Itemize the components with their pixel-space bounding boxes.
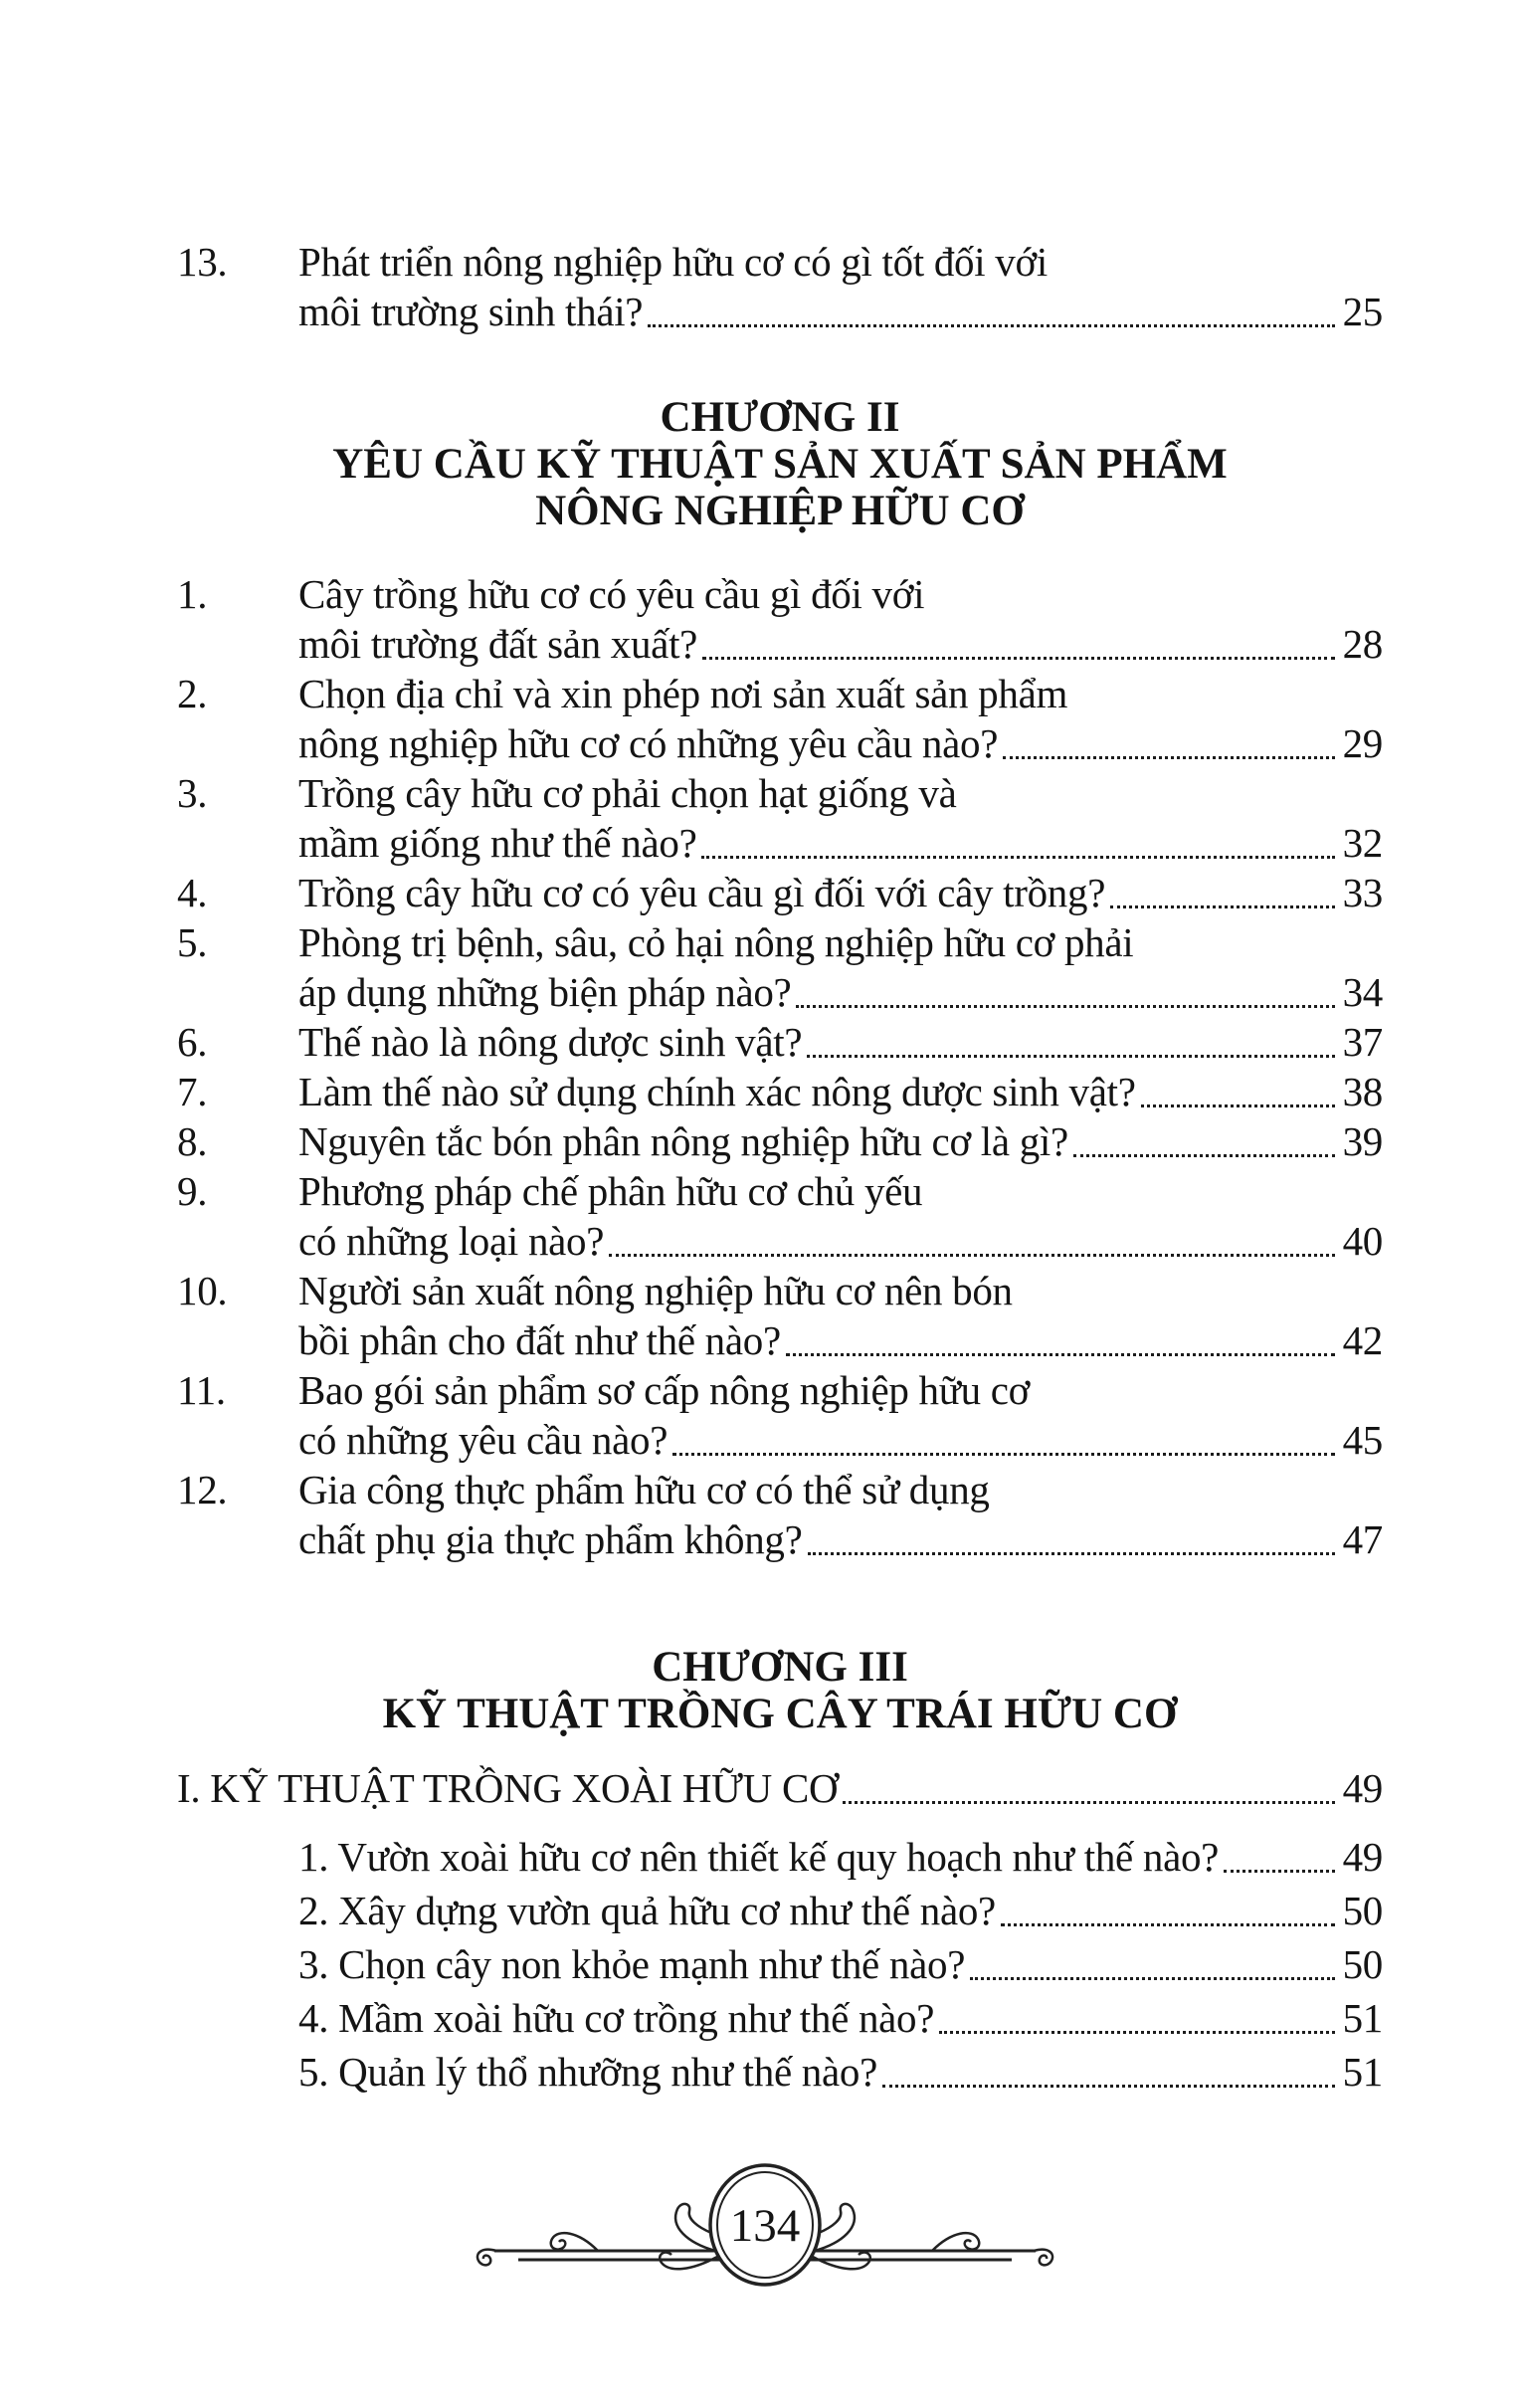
toc-item-line2: chất phụ gia thực phẩm không?: [298, 1516, 803, 1562]
toc-item-line2: môi trường sinh thái?: [298, 289, 644, 334]
toc-item-line2: Làm thế nào sử dụng chính xác nông dược sinh vật?: [298, 1069, 1136, 1114]
folio-page-number: 134: [729, 2200, 800, 2252]
toc-item-line2-row: [298, 1017, 1383, 1067]
toc-item-line1: Trồng cây hữu cơ phải chọn hạt giống và: [298, 770, 957, 816]
toc-item-line1: Cây trồng hữu cơ có yêu cầu gì đối với: [298, 571, 925, 617]
toc-item-body: [298, 1166, 1383, 1266]
toc-item-page: 28: [1342, 621, 1383, 667]
dot-leader: [609, 1254, 1334, 1257]
chapter-2-heading-line-1: CHƯƠNG II: [660, 394, 900, 441]
toc-item-body: [298, 1116, 1383, 1166]
toc-item-line1: Người sản xuất nông nghiệp hữu cơ nên bón: [298, 1268, 1013, 1313]
toc-item-line2-row: [298, 287, 1383, 336]
toc-item-line2: có những yêu cầu nào?: [298, 1417, 669, 1463]
dot-leader: [1110, 905, 1335, 908]
toc-item-line2-row: [298, 1315, 1383, 1365]
chapter-3-heading: [177, 1644, 1383, 1737]
toc-subitem-text: 1. Vườn xoài hữu cơ nên thiết kế quy hoạch như thế nào?: [298, 1834, 1220, 1880]
toc-item-page: 33: [1342, 870, 1383, 915]
toc-item-page: 37: [1342, 1019, 1383, 1065]
toc-item-line2-row: [298, 1415, 1383, 1465]
toc-item-line1: Chọn địa chỉ và xin phép nơi sản xuất sản phẩm: [298, 671, 1068, 716]
toc-subitem: [298, 1939, 1383, 1989]
toc-item-body: [298, 1266, 1383, 1365]
toc-item-line2: nông nghiệp hữu cơ có những yêu cầu nào?: [298, 720, 999, 766]
toc-item-line2-row: [298, 1216, 1383, 1266]
toc-item: [177, 1017, 1383, 1067]
toc-item-body: [298, 1017, 1383, 1067]
toc-item-body: [298, 569, 1383, 669]
toc-item-body: [298, 669, 1383, 768]
toc-item-body: [298, 1365, 1383, 1465]
dot-leader: [648, 324, 1334, 327]
toc-item: [177, 1465, 1383, 1564]
toc-item: [177, 1266, 1383, 1365]
toc-item-number: 13.: [177, 239, 228, 285]
toc-item-number: 3.: [177, 770, 208, 816]
toc-subitem: [298, 2047, 1383, 2097]
toc-item: [177, 1116, 1383, 1166]
dot-leader: [1001, 1923, 1335, 1926]
toc-item-line1: Phát triển nông nghiệp hữu cơ có gì tốt đối với: [298, 239, 1048, 285]
toc-item-line1: Gia công thực phẩm hữu cơ có thể sử dụng: [298, 1467, 990, 1512]
toc-subitem-text: 5. Quản lý thổ nhưỡng như thế nào?: [298, 2049, 877, 2095]
dot-leader: [882, 2085, 1335, 2088]
toc-item: [177, 237, 1383, 336]
dot-leader: [701, 856, 1334, 859]
dot-leader: [808, 1552, 1335, 1555]
toc-item-line1: Phòng trị bệnh, sâu, cỏ hại nông nghiệp hữu cơ phải: [298, 919, 1134, 965]
toc-item-body: [298, 1465, 1383, 1564]
dot-leader: [939, 2031, 1334, 2034]
toc-subitem-page: 49: [1342, 1834, 1383, 1880]
toc-item-number: 4.: [177, 870, 208, 915]
toc-item-body: [298, 917, 1383, 1017]
toc-item-line2-row: [298, 1116, 1383, 1166]
flourish-divider-icon: [467, 2147, 1063, 2307]
section-1-title: I. KỸ THUẬT TRỒNG XOÀI HỮU CƠ: [177, 1765, 839, 1811]
dot-leader: [786, 1353, 1335, 1356]
toc-item-page: 38: [1342, 1069, 1383, 1114]
toc-item-number: 1.: [177, 571, 208, 617]
toc-item-line1: Bao gói sản phẩm sơ cấp nông nghiệp hữu cơ: [298, 1367, 1031, 1413]
toc-item-page: 40: [1342, 1218, 1383, 1264]
toc-item-number: 7.: [177, 1069, 208, 1114]
toc-item-line2: Thế nào là nông dược sinh vật?: [298, 1019, 803, 1065]
toc-item-page: 47: [1342, 1516, 1383, 1562]
toc-item-page: 39: [1342, 1118, 1383, 1164]
toc-subitem-text: 4. Mầm xoài hữu cơ trồng như thế nào?: [298, 1995, 935, 2041]
toc-subitem-page: 51: [1342, 2049, 1383, 2095]
toc-item-number: 11.: [177, 1367, 226, 1413]
toc-item-line2-row: [298, 718, 1383, 768]
toc-item-page: 29: [1342, 720, 1383, 766]
toc-item-number: 12.: [177, 1467, 228, 1512]
chapter-3-heading-line-1: CHƯƠNG III: [652, 1644, 908, 1691]
dot-leader: [807, 1055, 1334, 1058]
dot-leader: [843, 1801, 1334, 1804]
chapter-3-subitem-list: [177, 1832, 1383, 2097]
toc-item: [177, 917, 1383, 1017]
toc-item-number: 8.: [177, 1118, 208, 1164]
chapter-2-heading-line-2: YÊU CẦU KỸ THUẬT SẢN XUẤT SẢN PHẨM: [332, 441, 1228, 488]
toc-item-page: 42: [1342, 1317, 1383, 1363]
toc-item-page: 25: [1342, 289, 1383, 334]
toc-item-line2: áp dụng những biện pháp nào?: [298, 969, 792, 1015]
toc-subitem: [298, 1993, 1383, 2043]
toc-item-line2: Nguyên tắc bón phân nông nghiệp hữu cơ là gì?: [298, 1118, 1068, 1164]
toc-item-line2-row: [298, 619, 1383, 669]
toc-subitem-page: 50: [1342, 1941, 1383, 1987]
toc-subitem-text: 2. Xây dựng vườn quả hữu cơ như thế nào?: [298, 1888, 996, 1933]
toc-item-page: 45: [1342, 1417, 1383, 1463]
toc-item-line2: Trồng cây hữu cơ có yêu cầu gì đối với cây trồng?: [298, 870, 1106, 915]
toc-item: [177, 1166, 1383, 1266]
toc-item: [177, 1067, 1383, 1116]
toc-item-line2: mầm giống như thế nào?: [298, 820, 697, 866]
toc-item-line2: có những loại nào?: [298, 1218, 605, 1264]
toc-item-body: [298, 768, 1383, 868]
toc-item-line2-row: [298, 1067, 1383, 1116]
chapter-3-heading-line-2: KỸ THUẬT TRỒNG CÂY TRÁI HỮU CƠ: [382, 1691, 1178, 1737]
toc-item-body: [298, 237, 1383, 336]
dot-leader: [1224, 1870, 1335, 1873]
toc-item-page: 32: [1342, 820, 1383, 866]
dot-leader: [1141, 1104, 1335, 1107]
dot-leader: [796, 1005, 1334, 1008]
toc-item-line2: môi trường đất sản xuất?: [298, 621, 698, 667]
chapter-2-item-list: [177, 569, 1383, 1564]
chapter-2-heading: [177, 394, 1383, 534]
toc-item: [177, 868, 1383, 917]
dot-leader: [1073, 1154, 1335, 1157]
toc-content: [177, 0, 1383, 2101]
toc-subitem-page: 50: [1342, 1888, 1383, 1933]
toc-item: [177, 669, 1383, 768]
toc-subitem: [298, 1832, 1383, 1882]
toc-subitem: [298, 1886, 1383, 1935]
toc-item-number: 9.: [177, 1168, 208, 1214]
section-1-page: 49: [1342, 1765, 1383, 1811]
chapter-2-heading-line-3: NÔNG NGHIỆP HỮU CƠ: [535, 488, 1025, 534]
toc-item-line2-row: [298, 967, 1383, 1017]
toc-item: [177, 1365, 1383, 1465]
toc-item-line1: Phương pháp chế phân hữu cơ chủ yếu: [298, 1168, 923, 1214]
toc-item-line2-row: [298, 818, 1383, 868]
page-footer: [0, 2147, 1529, 2307]
toc-item-line2: bồi phân cho đất như thế nào?: [298, 1317, 781, 1363]
toc-item-number: 5.: [177, 919, 208, 965]
toc-subitem-text: 3. Chọn cây non khỏe mạnh như thế nào?: [298, 1941, 966, 1987]
section-1-row: [177, 1763, 1383, 1813]
toc-item-page: 34: [1342, 969, 1383, 1015]
dot-leader: [970, 1977, 1335, 1980]
toc-item-number: 10.: [177, 1268, 228, 1313]
dot-leader: [702, 657, 1335, 660]
dot-leader: [672, 1453, 1334, 1456]
toc-item-body: [298, 1067, 1383, 1116]
toc-item-body: [298, 868, 1383, 917]
toc-item-number: 2.: [177, 671, 208, 716]
dot-leader: [1003, 756, 1334, 759]
toc-item-line2-row: [298, 868, 1383, 917]
toc-item-number: 6.: [177, 1019, 208, 1065]
toc-item: [177, 569, 1383, 669]
toc-item-line2-row: [298, 1514, 1383, 1564]
toc-subitem-page: 51: [1342, 1995, 1383, 2041]
toc-item: [177, 768, 1383, 868]
